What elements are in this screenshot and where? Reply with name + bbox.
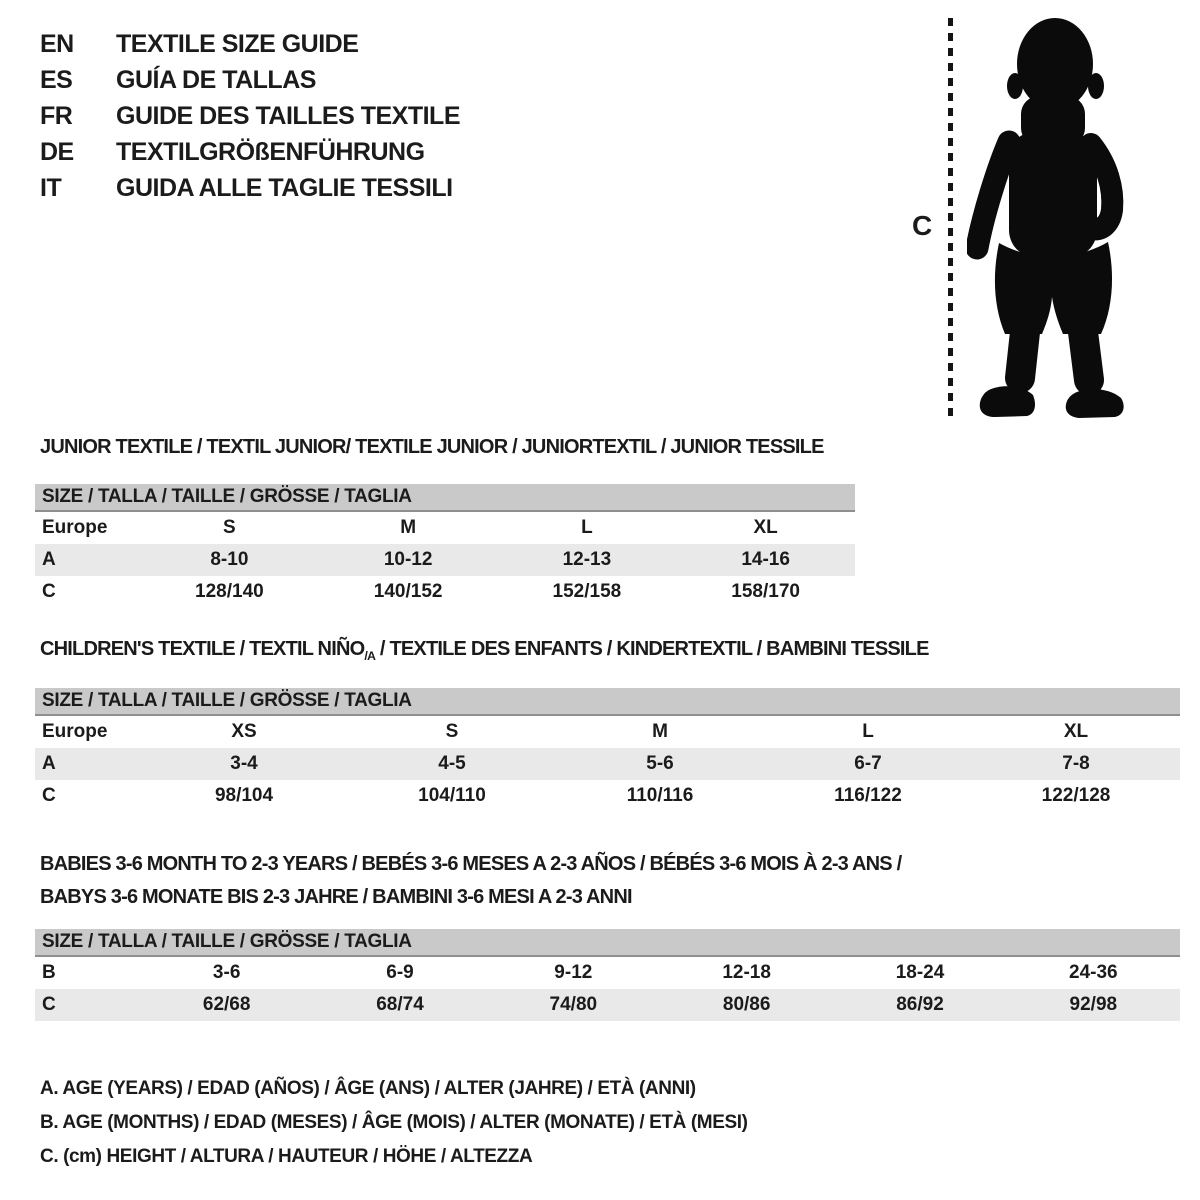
legend-line-a: A. AGE (YEARS) / EDAD (AÑOS) / ÂGE (ANS) / ALTER (JAHRE) / ETÀ (ANNI)	[40, 1078, 696, 1099]
height-label-c: C	[912, 210, 933, 241]
table-cell: 18-24	[895, 962, 945, 983]
table-cell: 122/128	[1041, 785, 1111, 806]
lang-code: EN	[40, 29, 74, 58]
table-cell: L	[862, 721, 874, 742]
legend-line-b: B. AGE (MONTHS) / EDAD (MESES) / ÂGE (MOIS) / ALTER (MONATE) / ETÀ (MESI)	[40, 1112, 748, 1133]
language-title-list	[40, 26, 460, 206]
height-measure-dashed-line	[948, 18, 953, 418]
table-row-a	[35, 748, 1180, 780]
table-cell: XL	[1063, 721, 1089, 742]
babies-title-line1: BABIES 3-6 MONTH TO 2-3 YEARS / BEBÉS 3-6 MESES A 2-3 AÑOS / BÉBÉS 3-6 MOIS À 2-3 ANS /	[40, 853, 902, 875]
size-table-header: SIZE / TALLA / TAILLE / GRÖSSE / TAGLIA	[35, 484, 855, 512]
table-cell: 3-4	[230, 753, 258, 774]
table-cell: 92/98	[1069, 994, 1118, 1015]
toddler-silhouette-image	[967, 18, 1137, 418]
size-table-children	[35, 688, 1180, 812]
table-cell: 8-10	[210, 549, 249, 570]
table-cell: 7-8	[1062, 753, 1090, 774]
title-part: CHILDREN'S TEXTILE / TEXTIL NIÑO	[40, 638, 365, 660]
table-cell: 4-5	[438, 753, 466, 774]
lang-code: ES	[40, 65, 73, 94]
table-cell: 74/80	[549, 994, 598, 1015]
table-cell: L	[581, 517, 593, 538]
table-cell: 68/74	[376, 994, 424, 1015]
table-cell: 80/86	[722, 994, 771, 1015]
size-table-header: SIZE / TALLA / TAILLE / GRÖSSE / TAGLIA	[35, 929, 1180, 957]
table-cell: 158/170	[731, 581, 800, 602]
section-title-junior: JUNIOR TEXTILE / TEXTIL JUNIOR/ TEXTILE JUNIOR / JUNIORTEXTIL / JUNIOR TESSILE	[40, 436, 824, 458]
table-row-c	[35, 989, 1180, 1021]
row-label: B	[42, 962, 56, 983]
size-table-babies	[35, 929, 1180, 1021]
table-cell: 24-36	[1069, 962, 1118, 983]
size-table-header: SIZE / TALLA / TAILLE / GRÖSSE / TAGLIA	[35, 688, 1180, 716]
size-table-junior	[35, 484, 855, 608]
table-cell: 12-18	[722, 962, 771, 983]
table-cell: 62/68	[202, 994, 251, 1015]
table-cell: M	[400, 517, 417, 538]
row-label: C	[42, 785, 56, 806]
table-cell: 128/140	[195, 581, 264, 602]
table-cell: 86/92	[896, 994, 944, 1015]
table-cell: M	[652, 721, 668, 742]
lang-code: FR	[40, 101, 73, 130]
table-row-a	[35, 544, 855, 576]
lang-title: GUIDA ALLE TAGLIE TESSILI	[116, 173, 453, 202]
lang-title: GUIDE DES TAILLES TEXTILE	[116, 101, 461, 130]
row-label: A	[42, 549, 56, 570]
table-row-c	[35, 576, 855, 608]
lang-row-de	[40, 134, 460, 170]
table-cell: 140/152	[373, 581, 443, 602]
title-subscript: /A	[364, 649, 376, 663]
babies-title-line2: BABYS 3-6 MONATE BIS 2-3 JAHRE / BAMBINI 3-6 MESI A 2-3 ANNI	[40, 886, 632, 908]
table-cell: 152/158	[552, 581, 622, 602]
lang-row-en	[40, 26, 460, 62]
row-label: A	[42, 753, 56, 774]
row-label: Europe	[42, 517, 108, 538]
lang-title: TEXTILGRÖßENFÜHRUNG	[116, 137, 425, 166]
row-label: C	[42, 994, 56, 1015]
title-part: / TEXTILE DES ENFANTS / KINDERTEXTIL / BAMBINI TESSILE	[375, 638, 929, 660]
lang-title: TEXTILE SIZE GUIDE	[116, 29, 359, 58]
legend-line-c: C. (cm) HEIGHT / ALTURA / HAUTEUR / HÖHE / ALTEZZA	[40, 1146, 533, 1167]
table-row-europe	[35, 716, 1180, 748]
legend	[40, 1072, 748, 1174]
table-cell: 10-12	[383, 549, 433, 570]
table-cell: S	[223, 517, 236, 538]
row-label: Europe	[42, 721, 108, 742]
table-cell: 12-13	[562, 549, 612, 570]
section-title-children	[40, 638, 929, 663]
table-cell: 116/122	[834, 785, 902, 806]
table-cell: 14-16	[741, 549, 790, 570]
section-title-babies	[40, 848, 901, 914]
lang-code: DE	[40, 137, 74, 166]
table-row-c	[35, 780, 1180, 812]
lang-row-fr	[40, 98, 460, 134]
table-row-b	[35, 957, 1180, 989]
table-cell: XS	[231, 721, 257, 742]
lang-row-it	[40, 170, 460, 206]
table-cell: 3-6	[212, 962, 241, 983]
table-row-europe	[35, 512, 855, 544]
lang-code: IT	[40, 173, 62, 202]
table-cell: 9-12	[554, 962, 593, 983]
table-cell: 6-9	[386, 962, 414, 983]
table-cell: 104/110	[418, 785, 486, 806]
table-cell: 98/104	[214, 785, 274, 806]
row-label: C	[42, 581, 56, 602]
table-cell: XL	[753, 517, 778, 538]
table-cell: S	[445, 721, 459, 742]
table-cell: 110/116	[626, 785, 694, 806]
table-cell: 5-6	[646, 753, 674, 774]
lang-row-es	[40, 62, 460, 98]
lang-title: GUÍA DE TALLAS	[116, 65, 316, 94]
table-cell: 6-7	[854, 753, 882, 774]
